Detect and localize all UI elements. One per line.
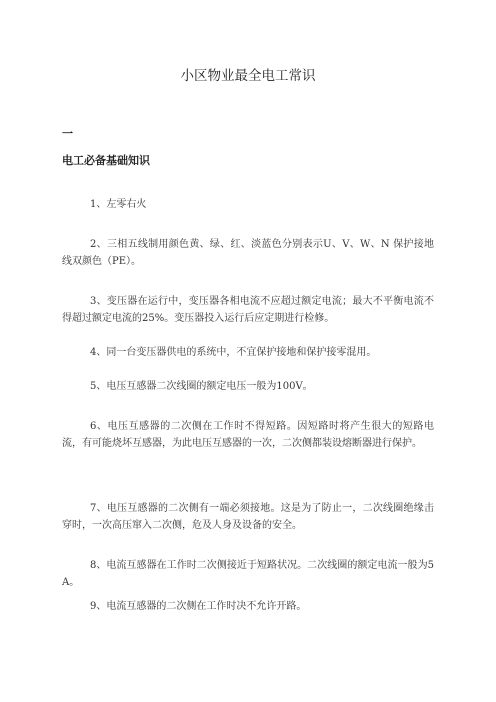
paragraph-5: 5、电压互感器二次线圈的额定电压一般为100V。 — [90, 381, 313, 392]
paragraph-9: 9、电流互感器的二次侧在工作时决不允许开路。 — [90, 601, 307, 612]
paragraph-3: 3、变压器在运行中，变压器各相电流不应超过额定电流；最大不平衡电流不得超过额定电流的25%。变压器投入运行后应定期进行检修。 — [62, 296, 434, 324]
section-heading: 电工必备基础知识 — [62, 154, 150, 167]
paragraph-2: 2、三相五线制用颜色黄、绿、红、淡蓝色分别表示U、V、W、N 保护接地线双颜色（PE）。 — [62, 239, 434, 267]
paragraph-6: 6、电压互感器的二次侧在工作时不得短路。因短路时将产生很大的短路电流，有可能烧坏互感器，为此电压互感器的一次，二次侧都装设熔断器进行保护。 — [62, 421, 434, 449]
paragraph-4: 4、同一台变压器供电的系统中，不宜保护接地和保护接零混用。 — [90, 347, 377, 358]
section-number: 一 — [62, 127, 73, 140]
paragraph-8: 8、电流互感器在工作时二次侧接近于短路状况。二次线圈的额定电流一般为5A。 — [62, 560, 434, 588]
paragraph-1: 1、左零右火 — [90, 199, 147, 210]
document-title: 小区物业最全电工常识 — [180, 68, 316, 84]
paragraph-7: 7、电压互感器的二次侧有一端必须接地。这是为了防止一，二次线圈绝缘击穿时，一次高压窜入二次侧，危及人身及设备的安全。 — [62, 503, 434, 531]
